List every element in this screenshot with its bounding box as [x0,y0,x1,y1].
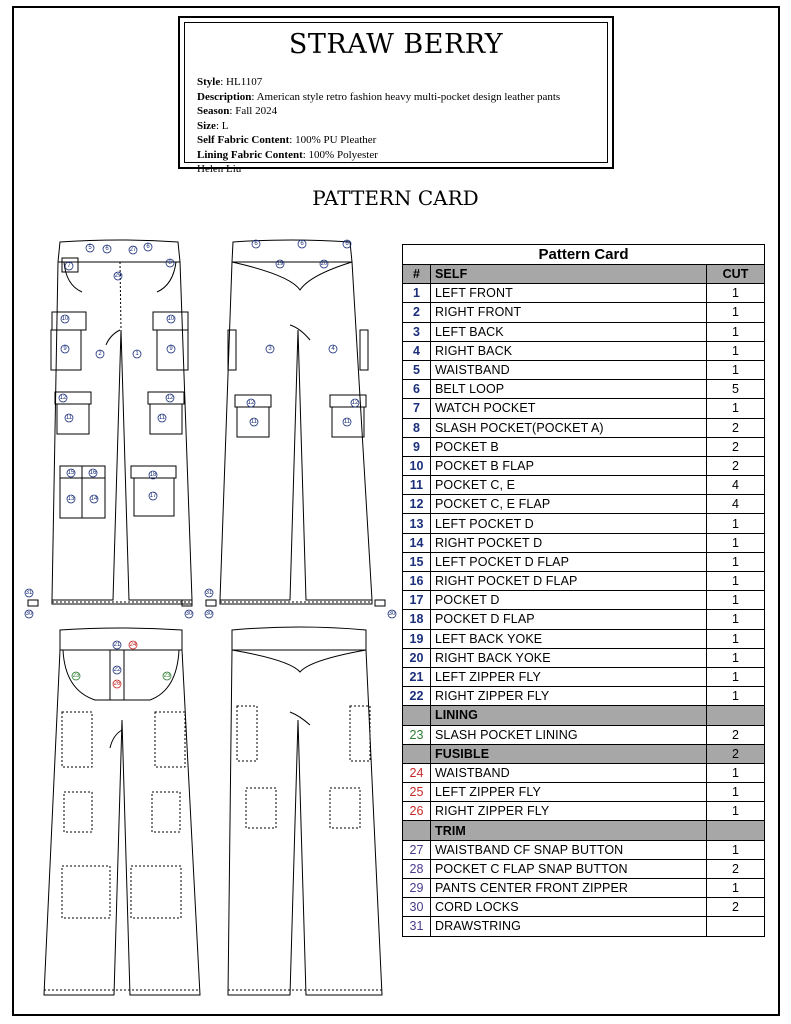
svg-text:3: 3 [268,346,272,352]
pattern-piece-row [403,360,765,379]
column-cut-header [707,821,765,840]
pattern-piece-row [403,898,765,917]
piece-name: SLASH POCKET(POCKET A) [431,418,707,437]
designer-name: Helen Liu [197,163,242,175]
pattern-piece-row [403,648,765,667]
svg-text:5: 5 [88,245,92,251]
pattern-piece-row [403,456,765,475]
svg-text:30: 30 [185,611,193,617]
piece-number: 28 [403,859,431,878]
piece-name: DRAWSTRING [431,917,707,936]
piece-cut-count: 1 [707,687,765,706]
piece-name: LEFT ZIPPER FLY [431,667,707,686]
section-name: TRIM [431,821,707,840]
pattern-piece-row [403,859,765,878]
piece-name: LEFT BACK YOKE [431,629,707,648]
section-header-row [403,265,765,284]
piece-number: 5 [403,360,431,379]
piece-name: BELT LOOP [431,380,707,399]
svg-text:30: 30 [388,611,396,617]
piece-name: RIGHT POCKET D FLAP [431,572,707,591]
piece-cut-count: 1 [707,802,765,821]
piece-cut-count: 1 [707,591,765,610]
piece-cut-count: 1 [707,514,765,533]
piece-number: 17 [403,591,431,610]
column-number-header [403,744,431,763]
pattern-piece-row [403,476,765,495]
piece-cut-count: 4 [707,495,765,514]
piece-number: 10 [403,456,431,475]
piece-number: 31 [403,917,431,936]
piece-number: 29 [403,879,431,898]
piece-number: 24 [403,763,431,782]
pattern-piece-row [403,533,765,552]
piece-number: 26 [403,802,431,821]
piece-name: LEFT ZIPPER FLY [431,783,707,802]
svg-text:6: 6 [254,241,258,247]
pattern-piece-row [403,610,765,629]
svg-text:12: 12 [59,395,67,401]
piece-name: WATCH POCKET [431,399,707,418]
piece-name: RIGHT FRONT [431,303,707,322]
season-line: Season: Fall 2024 [197,105,278,117]
column-number-header: # [403,265,431,284]
piece-name: RIGHT BACK [431,341,707,360]
svg-text:11: 11 [250,419,258,425]
piece-number: 18 [403,610,431,629]
piece-number: 14 [403,533,431,552]
piece-cut-count: 1 [707,572,765,591]
piece-number: 11 [403,476,431,495]
svg-text:16: 16 [89,470,97,476]
svg-text:10: 10 [61,316,69,322]
column-cut-header: 2 [707,744,765,763]
piece-cut-count: 1 [707,783,765,802]
column-cut-header: CUT [707,265,765,284]
piece-number: 9 [403,437,431,456]
svg-text:9: 9 [169,346,173,352]
style-line: Style: HL1107 [197,76,263,88]
svg-text:12: 12 [351,400,359,406]
piece-name: RIGHT POCKET D [431,533,707,552]
svg-text:6: 6 [345,241,349,247]
piece-cut-count: 1 [707,629,765,648]
pattern-piece-row [403,341,765,360]
piece-number: 8 [403,418,431,437]
piece-cut-count: 1 [707,533,765,552]
description-line: Description: American style retro fashion heavy multi-pocket design leather pants [197,90,561,103]
column-number-header [403,706,431,725]
piece-cut-count: 2 [707,437,765,456]
piece-name: LEFT POCKET D [431,514,707,533]
svg-text:24: 24 [129,642,137,648]
section-name: FUSIBLE [431,744,707,763]
section-name: SELF [431,265,707,284]
pattern-piece-row [403,763,765,782]
svg-text:8: 8 [168,260,172,266]
brand-title: STRAW BERRY [288,29,504,60]
piece-cut-count: 4 [707,476,765,495]
piece-name: RIGHT ZIPPER FLY [431,802,707,821]
svg-text:6: 6 [300,241,304,247]
svg-text:23: 23 [163,673,171,679]
pattern-piece-row [403,687,765,706]
piece-name: POCKET C FLAP SNAP BUTTON [431,859,707,878]
pattern-piece-row [403,514,765,533]
piece-number: 12 [403,495,431,514]
piece-number: 22 [403,687,431,706]
piece-number: 4 [403,341,431,360]
pants-technical-sketches [0,0,400,1010]
front-view-sketch [25,240,192,606]
svg-text:1: 1 [135,351,139,357]
piece-name: CORD LOCKS [431,898,707,917]
svg-text:31: 31 [25,590,33,596]
svg-text:12: 12 [247,400,255,406]
piece-name: POCKET B [431,437,707,456]
pattern-piece-row [403,802,765,821]
piece-number: 16 [403,572,431,591]
piece-number: 2 [403,303,431,322]
svg-text:30: 30 [205,611,213,617]
svg-text:2: 2 [98,351,102,357]
table-title-row [403,245,765,265]
lining-fabric-line: Lining Fabric Content: 100% Polyester [197,148,378,161]
piece-name: POCKET D [431,591,707,610]
piece-name: WAISTBAND [431,360,707,379]
piece-cut-count: 2 [707,859,765,878]
pattern-piece-row [403,399,765,418]
piece-name: RIGHT BACK YOKE [431,648,707,667]
pattern-piece-row [403,629,765,648]
svg-text:15: 15 [67,470,75,476]
piece-cut-count: 1 [707,303,765,322]
piece-name: WAISTBAND CF SNAP BUTTON [431,840,707,859]
pattern-piece-row [403,879,765,898]
svg-text:6: 6 [146,244,150,250]
pattern-piece-row [403,380,765,399]
piece-cut-count: 2 [707,898,765,917]
column-cut-header [707,706,765,725]
piece-cut-count: 5 [707,380,765,399]
piece-number: 1 [403,284,431,303]
piece-name: PANTS CENTER FRONT ZIPPER [431,879,707,898]
piece-number: 7 [403,399,431,418]
back-lining-sketch [228,627,382,995]
section-header-row [403,821,765,840]
svg-text:11: 11 [65,415,73,421]
piece-cut-count: 1 [707,667,765,686]
self-fabric-line: Self Fabric Content: 100% PU Pleather [197,134,377,146]
svg-text:27: 27 [129,247,137,253]
pattern-piece-row [403,840,765,859]
svg-text:21: 21 [113,642,121,648]
piece-cut-count: 1 [707,879,765,898]
piece-number: 13 [403,514,431,533]
piece-cut-count: 2 [707,418,765,437]
piece-cut-count: 1 [707,341,765,360]
piece-number: 21 [403,667,431,686]
svg-text:31: 31 [205,590,213,596]
section-name: LINING [431,706,707,725]
size-line: Size: L [197,119,229,132]
table-title: Pattern Card [403,245,765,265]
svg-text:10: 10 [167,316,175,322]
svg-text:13: 13 [67,496,75,502]
pattern-piece-row [403,725,765,744]
svg-text:7: 7 [67,263,71,269]
piece-cut-count: 2 [707,456,765,475]
piece-name: SLASH POCKET LINING [431,725,707,744]
piece-cut-count: 1 [707,360,765,379]
svg-text:26: 26 [113,681,121,687]
piece-cut-count: 1 [707,840,765,859]
svg-text:9: 9 [63,346,67,352]
pattern-piece-row [403,572,765,591]
pattern-piece-row [403,322,765,341]
piece-cut-count: 2 [707,725,765,744]
pattern-piece-row [403,552,765,571]
pattern-piece-row [403,303,765,322]
piece-name: POCKET D FLAP [431,610,707,629]
svg-text:17: 17 [149,493,157,499]
section-header-row [403,706,765,725]
piece-name: WAISTBAND [431,763,707,782]
piece-name: LEFT POCKET D FLAP [431,552,707,571]
svg-text:6: 6 [105,246,109,252]
piece-number: 19 [403,629,431,648]
piece-cut-count: 1 [707,284,765,303]
piece-name: RIGHT ZIPPER FLY [431,687,707,706]
pattern-piece-row [403,495,765,514]
svg-text:19: 19 [276,261,284,267]
piece-number: 6 [403,380,431,399]
section-header-row [403,744,765,763]
piece-name: LEFT FRONT [431,284,707,303]
svg-text:4: 4 [331,346,335,352]
piece-number: 3 [403,322,431,341]
piece-cut-count: 1 [707,648,765,667]
piece-cut-count: 1 [707,399,765,418]
svg-text:30: 30 [25,611,33,617]
column-number-header [403,821,431,840]
pattern-piece-row [403,437,765,456]
svg-text:23: 23 [72,673,80,679]
piece-name: POCKET B FLAP [431,456,707,475]
piece-number: 30 [403,898,431,917]
piece-cut-count: 1 [707,610,765,629]
piece-number: 20 [403,648,431,667]
svg-text:29: 29 [114,273,122,279]
svg-text:22: 22 [113,667,121,673]
front-lining-sketch [44,628,200,995]
piece-number: 15 [403,552,431,571]
svg-text:20: 20 [320,261,328,267]
svg-text:11: 11 [158,415,166,421]
piece-name: LEFT BACK [431,322,707,341]
svg-text:12: 12 [166,395,174,401]
piece-number: 27 [403,840,431,859]
piece-cut-count: 1 [707,552,765,571]
piece-cut-count [707,917,765,936]
back-view-sketch [206,240,385,606]
pattern-piece-row [403,667,765,686]
pattern-card-body [403,245,765,937]
pattern-card-table [402,244,765,937]
piece-name: POCKET C, E FLAP [431,495,707,514]
pattern-piece-row [403,783,765,802]
svg-text:11: 11 [343,419,351,425]
pattern-piece-row [403,418,765,437]
pattern-piece-row [403,284,765,303]
piece-number: 25 [403,783,431,802]
piece-cut-count: 1 [707,763,765,782]
pattern-piece-row [403,917,765,936]
piece-cut-count: 1 [707,322,765,341]
pattern-piece-row [403,591,765,610]
piece-number: 23 [403,725,431,744]
svg-text:18: 18 [149,472,157,478]
page-heading: PATTERN CARD [312,186,479,210]
svg-text:14: 14 [90,496,98,502]
piece-name: POCKET C, E [431,476,707,495]
